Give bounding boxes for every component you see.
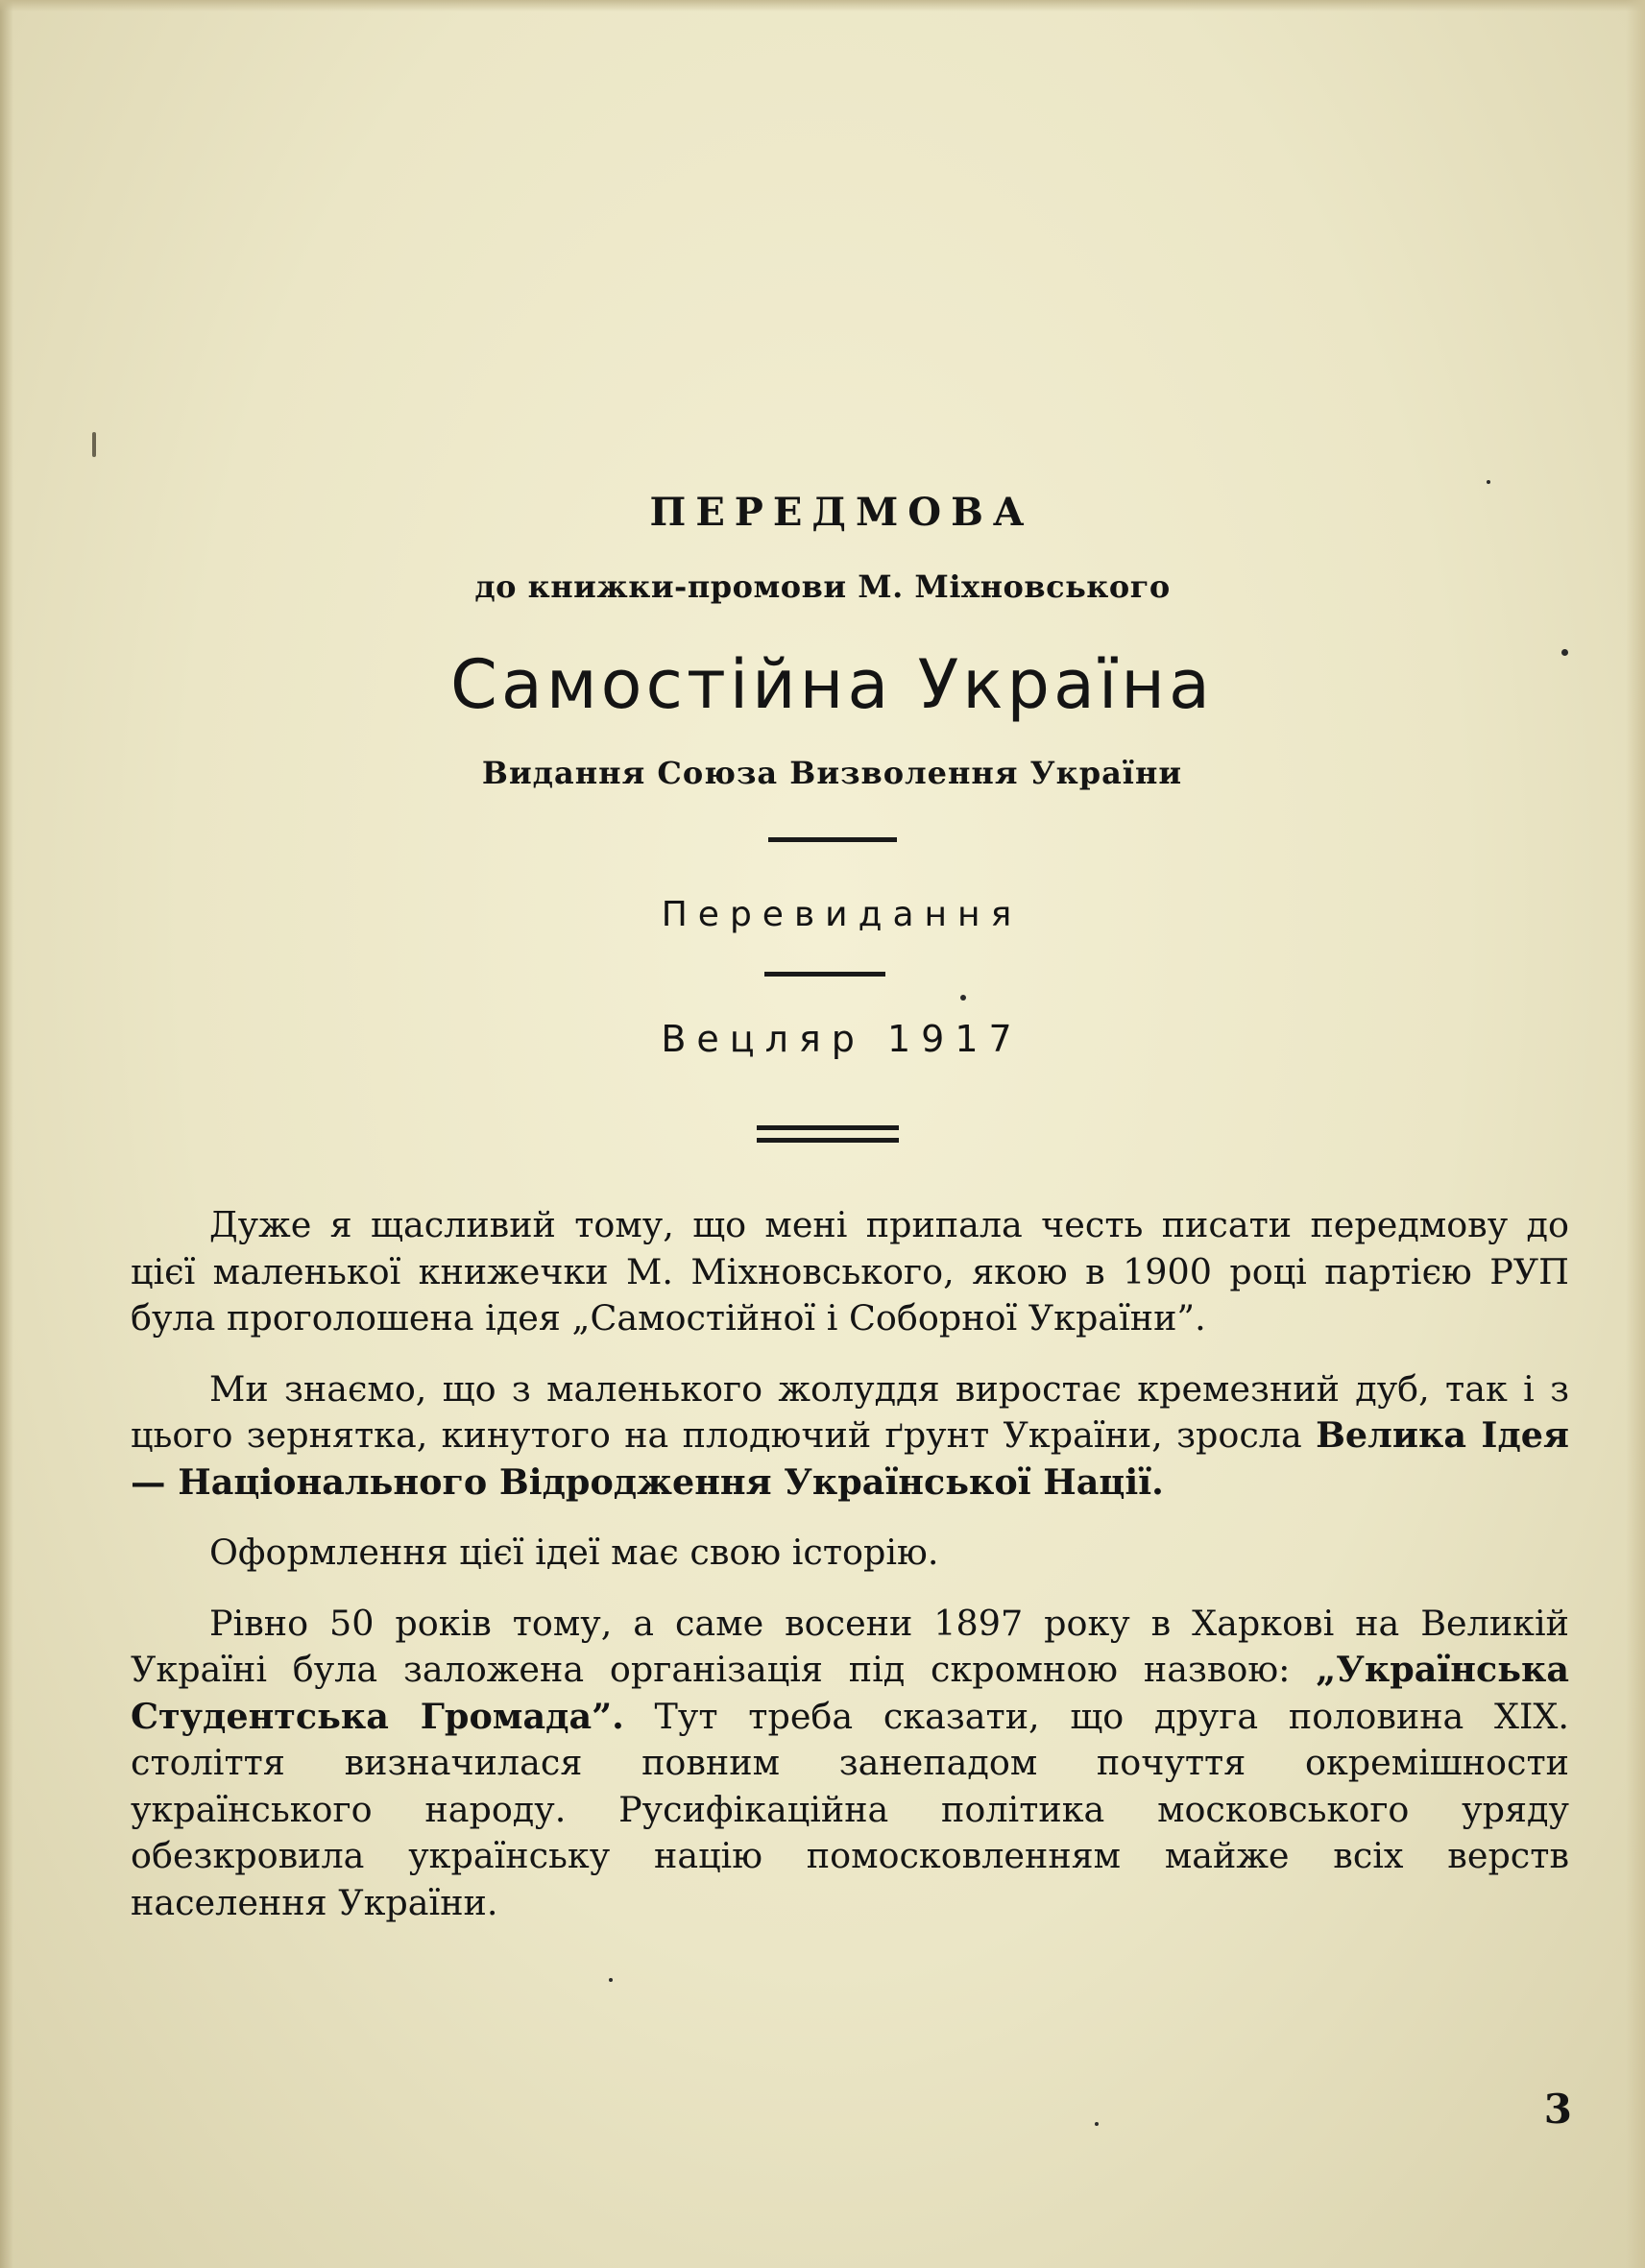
paragraph-2 bbox=[131, 1366, 1569, 1507]
place-date-line: Вецляр 1917 bbox=[661, 1018, 1023, 1060]
page-title: ПЕРЕДМОВА bbox=[649, 490, 1034, 535]
paper-speck bbox=[609, 1978, 613, 1982]
paragraph-4-text-end: Тут треба сказати, що друга половина XIX. століття визначилася повним занепадом почуття окремішности українського народу. Русифікаційна політика московського уряду обезкровила українську націю помосковленням майже всіх верств населення України. bbox=[131, 1695, 1569, 1923]
paragraph-2-text: Ми знаємо, що з маленького жолуддя виростає кремезний дуб, так і з цього зернятка, кинутого на плодючий ґрунт України, зросла bbox=[131, 1367, 1569, 1456]
paper-speck bbox=[960, 995, 966, 1001]
paragraph-4 bbox=[131, 1601, 1569, 1927]
paragraph-4-emphasis: „Українська Студентська Громада”. bbox=[131, 1649, 1569, 1737]
divider-rule bbox=[764, 972, 885, 977]
paper-speck bbox=[1487, 480, 1490, 484]
reprint-label: Перевидання bbox=[661, 895, 1023, 934]
paper-speck bbox=[1561, 649, 1568, 656]
paragraph-1: Дуже я щасливий тому, що мені припала честь писати передмову до цієї маленької книжечки М. Міхновського, якою в 1900 році партією РУП була проголошена ідея „Самостійної і Соборної України”. bbox=[131, 1204, 1569, 1339]
page-edge-shadow-left bbox=[0, 0, 13, 2268]
page-edge-shadow-top bbox=[0, 0, 1645, 12]
divider-rule bbox=[768, 837, 897, 842]
paper-speck bbox=[92, 432, 96, 457]
paragraph-3: Оформлення цієї ідеї має свою історію. bbox=[209, 1532, 939, 1573]
publisher-line: Видання Союза Визволення України bbox=[481, 755, 1183, 791]
paragraph-4-text-start: Рівно 50 років тому, а саме восени 1897 року в Харкові на Великій Україні була заложена організація під скромною назвою: bbox=[131, 1602, 1569, 1690]
page-subtitle: до книжки-промови М. Міхновського bbox=[474, 568, 1171, 605]
page-number: 3 bbox=[1543, 2086, 1572, 2133]
body-text bbox=[131, 1202, 1569, 1950]
book-title: Самостійна Україна bbox=[450, 645, 1214, 724]
double-divider-rule bbox=[757, 1125, 899, 1143]
paragraph-2-emphasis: Велика Ідея — Національного Відродження Української Нації. bbox=[131, 1414, 1569, 1503]
page-edge-shadow-right bbox=[1626, 0, 1645, 2268]
paper-speck bbox=[1095, 2122, 1099, 2126]
